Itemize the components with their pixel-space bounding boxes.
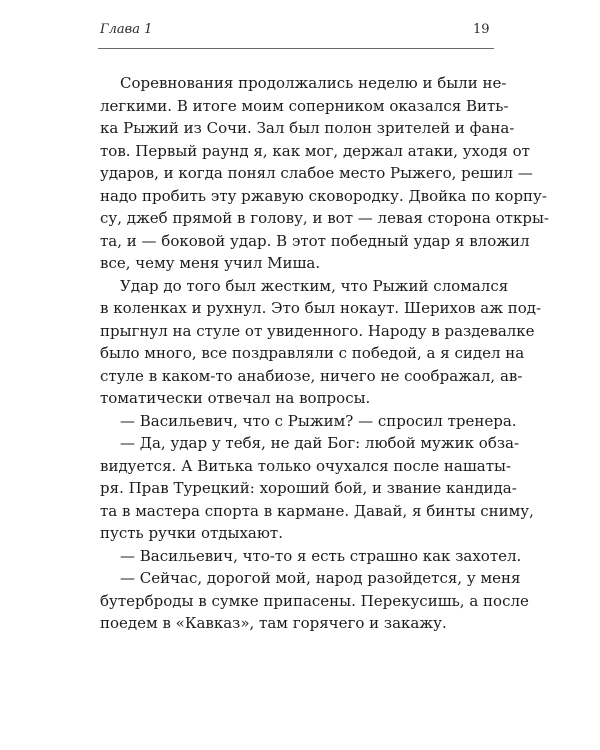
text-line: прыгнул на стуле от увиденного. Народу в раздевалке [100,321,535,340]
text-line: пусть ручки отдыхают. [100,524,283,542]
text-line: — Да, удар у тебя, не дай Бог: любой мужик обза- [120,434,520,452]
running-header-chapter: Глава 1 [100,22,153,37]
text-line: та в мастера спорта в кармане. Давай, я бинты сниму, [100,501,534,520]
text-line: в коленках и рухнул. Это был нокаут. Шерихов аж под- [100,299,542,317]
text-line: томатически отвечал на вопросы. [100,389,371,407]
text-line: стуле в каком-то анабиозе, ничего не соображал, ав- [100,366,523,385]
text-line: ка Рыжий из Сочи. Зал был полон зрителей и фана- [100,119,515,137]
text-line: ударов, и когда понял слабое место Рыжего, решил — [100,164,533,182]
text-line: тов. Первый раунд я, как мог, держал атаки, уходя от [100,141,530,160]
text-line: Удар до того был жестким, что Рыжий сломался [120,276,509,295]
header-divider [98,48,494,49]
text-line: видуется. А Витька только очухался после нашаты- [100,456,512,475]
text-line: все, чему меня учил Миша. [100,254,321,272]
text-line: ря. Прав Турецкий: хороший бой, и звание кандида- [100,479,517,497]
text-line: бутерброды в сумке припасены. Перекусишь, а после [100,591,529,610]
text-line: — Васильевич, что-то я есть страшно как захотел. [120,546,522,565]
text-line: было много, все поздравляли с победой, а я сидел на [100,344,525,362]
body-text [100,72,549,635]
text-line: надо пробить эту ржавую сковородку. Двойка по корпу- [100,186,547,205]
text-line: та, и — боковой удар. В этот победный удар я вложил [100,231,530,250]
page-number: 19 [473,22,490,37]
text-line: — Васильевич, что с Рыжим? — спросил тренера. [120,411,517,430]
text-line: Соревнования продолжались неделю и были не- [120,74,507,92]
text-line: су, джеб прямой в голову, и вот — левая сторона откры- [100,209,549,227]
text-line: — Сейчас, дорогой мой, народ разойдется, у меня [120,569,521,587]
text-line: поедем в «Кавказ», там горячего и закажу. [100,614,447,632]
text-line: легкими. В итоге моим соперником оказался Вить- [100,96,509,115]
